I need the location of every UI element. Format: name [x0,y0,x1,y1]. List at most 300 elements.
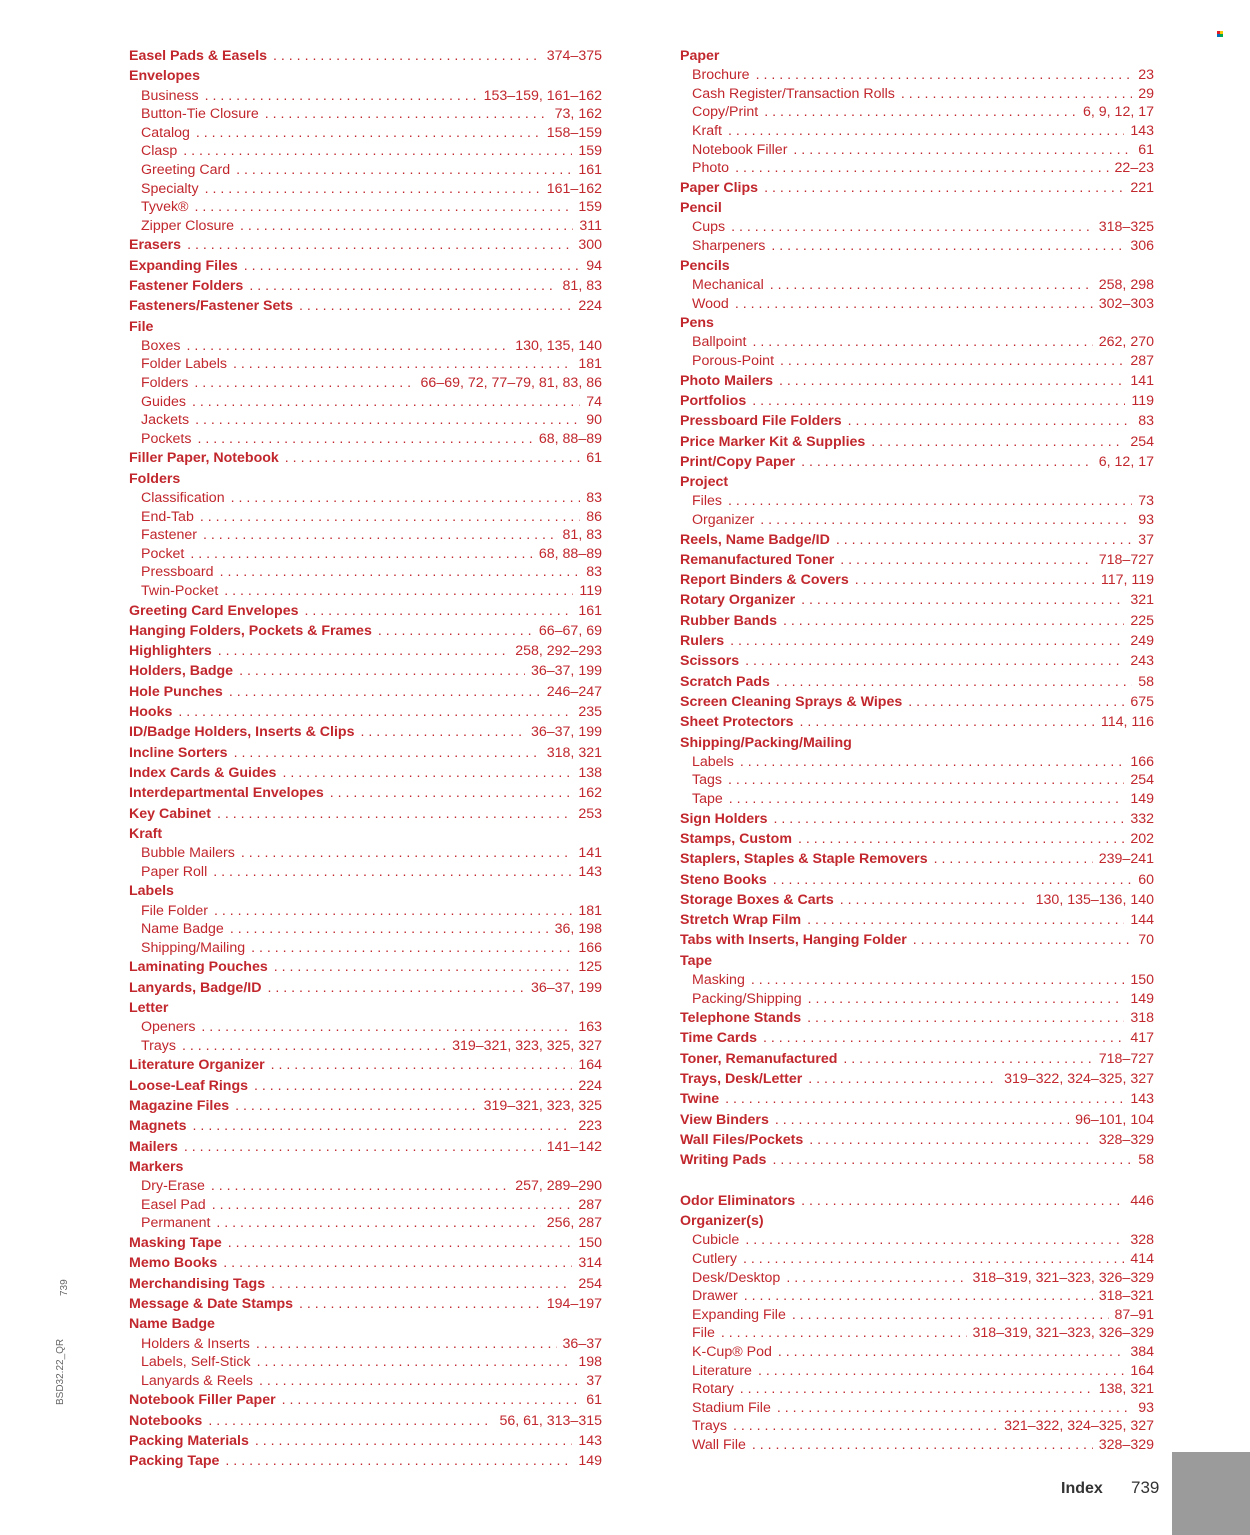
entry-term: Brochure [692,67,750,84]
dot-leader [223,1253,572,1273]
entry-page: 158–159 [546,124,602,141]
index-subentry [680,66,1154,85]
entry-page: 161 [578,161,602,178]
dot-leader [792,1306,1109,1325]
dot-leader [786,1269,966,1288]
entry-page: 144 [1130,912,1154,929]
index-entry [129,1451,602,1471]
entry-page: 262, 270 [1098,334,1154,351]
entry-page: 675 [1130,693,1154,710]
index-subentry [129,844,602,863]
entry-page: 96–101, 104 [1075,1111,1154,1128]
index-entry [129,1253,602,1273]
index-entry [129,763,602,783]
index-subentry [129,337,602,356]
entry-page: 166 [1130,753,1154,770]
dot-leader [203,526,557,545]
entry-term: Openers [141,1019,196,1036]
entry-page: 37 [586,1372,602,1389]
index-subentry [680,237,1154,256]
entry-term: File [692,1325,715,1342]
entry-term: Holders & Inserts [141,1335,250,1352]
entry-term: Storage Boxes & Carts [680,891,834,908]
entry-term: Cubicle [692,1232,740,1249]
dot-leader [752,391,1125,411]
index-subentry [680,1399,1154,1418]
index-subentry [129,142,602,161]
entry-page: 164 [578,1057,602,1074]
entry-term: Magnets [129,1118,187,1135]
index-column-left [129,46,602,1471]
entry-term: Notebook Filler [692,141,788,158]
index-entry [129,804,602,824]
entry-term: Cups [692,219,726,236]
entry-term: Masking Tape [129,1235,222,1252]
index-entry [680,1028,1154,1048]
entry-page: 221 [1130,179,1154,196]
index-subentry [129,582,602,601]
entry-term: Cutlery [692,1251,737,1268]
dot-leader [733,1417,998,1436]
entry-term: Permanent [141,1215,211,1232]
index-subentry [680,753,1154,772]
dot-leader [254,1076,572,1096]
dot-leader [178,702,572,722]
entry-term: Interdepartmental Envelopes [129,785,324,802]
dot-leader [808,1069,998,1089]
dot-leader [205,180,541,199]
dot-leader [783,611,1124,631]
index-subentry [680,492,1154,511]
index-subentry [129,411,602,430]
entry-term: Organizer [692,511,755,528]
dot-leader [299,1294,541,1314]
entry-term: Stadium File [692,1399,771,1416]
index-subentry [129,105,602,124]
index-subentry [129,393,602,412]
dot-leader [187,235,572,255]
entry-term: Markers [129,1158,184,1175]
entry-page: 159 [578,143,602,160]
entry-page: 254 [578,1275,602,1292]
entry-term: Button-Tie Closure [141,106,259,123]
index-entry [129,824,602,844]
entry-page: 66–69, 72, 77–79, 81, 83, 86 [420,375,602,392]
index-subentry [129,1372,602,1391]
index-subentry [680,295,1154,314]
index-entry [680,432,1154,452]
dot-leader [776,672,1132,692]
entry-page: 318–321 [1098,1288,1154,1305]
entry-term: Trays [692,1418,727,1435]
dot-leader [901,85,1132,104]
index-subentry [680,1306,1154,1325]
dot-leader [274,957,573,977]
entry-term: End-Tab [141,508,194,525]
entry-page: 414 [1130,1251,1154,1268]
entry-page: 318–319, 321–323, 326–329 [972,1269,1154,1286]
entry-term: Steno Books [680,871,767,888]
entry-term: Sheet Protectors [680,714,794,731]
index-subentry [680,141,1154,160]
entry-term: Folders [141,375,189,392]
index-subentry [680,511,1154,530]
dot-leader [195,411,580,430]
entry-term: Jackets [141,412,190,429]
entry-term: Labels [692,753,734,770]
entry-term: Mailers [129,1138,178,1155]
index-subentry [129,1037,602,1056]
index-entry [129,235,602,255]
entry-term: Shipping/Packing/Mailing [680,734,852,751]
index-subentry [129,198,602,217]
dot-leader [205,87,478,106]
entry-page: 306 [1130,238,1154,255]
index-entry [680,391,1154,411]
dot-leader [228,1233,573,1253]
entry-page: 319–321, 323, 325, 327 [452,1037,602,1054]
entry-page: 318–325 [1098,219,1154,236]
footer-section-label: Index [1061,1480,1103,1497]
dot-leader [251,939,572,958]
index-entry [680,809,1154,829]
entry-term: Copy/Print [692,104,759,121]
dot-leader [728,492,1132,511]
dot-leader [758,1362,1124,1381]
dot-leader [183,142,572,161]
entry-term: Portfolios [680,392,747,409]
entry-page: 114, 116 [1100,714,1154,731]
dot-leader [771,237,1124,256]
entry-term: Wall Files/Pockets [680,1131,804,1148]
entry-term: Classification [141,489,225,506]
entry-page: 198 [578,1354,602,1371]
dot-leader [236,161,572,180]
entry-term: Paper Roll [141,863,208,880]
index-entry [129,702,602,722]
index-entry [680,313,1154,333]
dot-leader [764,178,1124,198]
index-subentry [680,1324,1154,1343]
index-entry [129,1274,602,1294]
entry-page: 150 [1130,972,1154,988]
entry-page: 23 [1138,67,1154,84]
dot-leader [271,1055,573,1075]
index-entry [129,957,602,977]
entry-term: Pockets [141,430,192,447]
entry-page: 117, 119 [1100,572,1154,589]
index-entry [129,1076,602,1096]
index-entry [680,631,1154,651]
dot-leader [285,448,580,468]
entry-page: 384 [1130,1344,1154,1361]
dot-leader [800,712,1095,732]
entry-term: Stamps, Custom [680,830,792,847]
dot-leader [773,870,1133,890]
entry-term: Print/Copy Paper [680,453,796,470]
index-entry [129,881,602,901]
index-subentry [129,161,602,180]
entry-term: Kraft [129,825,163,842]
index-subentry [680,1436,1154,1455]
entry-term: Pencil [680,200,722,217]
entry-page: 93 [1138,1399,1154,1416]
index-subentry [680,85,1154,104]
entry-term: Lanyards, Badge/ID [129,979,262,996]
index-subentry [129,180,602,199]
entry-term: Notebooks [129,1412,203,1429]
entry-term: Name Badge [129,1316,215,1333]
entry-page: 256, 287 [546,1215,602,1232]
entry-term: Tabs with Inserts, Hanging Folder [680,932,907,949]
dot-leader [780,352,1124,371]
entry-term: Telephone Stands [680,1010,802,1027]
entry-page: 164 [1130,1362,1154,1379]
entry-page: 83 [1138,413,1154,430]
entry-term: Twin-Pocket [141,582,219,599]
entry-page: 161–162 [546,180,602,197]
index-entry [129,1116,602,1136]
dot-leader [908,692,1124,712]
entry-term: Rubber Bands [680,612,777,629]
index-entry [680,530,1154,550]
index-entry [129,722,602,742]
dot-leader [282,763,572,783]
entry-term: Staplers, Staples & Staple Removers [680,851,928,868]
entry-term: Porous-Point [692,353,775,370]
entry-term: File [129,318,154,335]
dot-leader [745,651,1124,671]
dot-leader [200,508,580,527]
entry-term: Wood [692,295,729,312]
entry-page: 258, 298 [1098,276,1154,293]
index-entry [129,1411,602,1431]
entry-page: 74 [586,393,602,410]
entry-term: Trays, Desk/Letter [680,1071,803,1088]
dot-leader [234,743,541,763]
index-subentry [680,1250,1154,1269]
entry-term: Report Binders & Covers [680,572,849,589]
dot-leader [871,432,1124,452]
entry-page: 374–375 [546,48,602,64]
dot-leader [195,198,573,217]
entry-term: Folders [129,470,181,487]
entry-term: Hanging Folders, Pockets & Frames [129,622,372,639]
dot-leader [801,452,1093,472]
entry-term: Business [141,87,199,104]
entry-term: Bubble Mailers [141,845,235,862]
index-entry [680,371,1154,391]
dot-leader [330,783,573,803]
index-subentry [680,333,1154,352]
dot-leader [779,371,1124,391]
index-subentry [680,1343,1154,1362]
entry-term: Masking [692,972,745,988]
entry-term: Scissors [680,653,740,670]
entry-term: Paper [680,48,720,64]
index-subentry [129,863,602,882]
dot-leader [808,990,1125,1009]
entry-term: Letter [129,999,169,1016]
dot-leader [840,550,1093,570]
entry-page: 321–322, 324–325, 327 [1004,1418,1154,1435]
index-entry [129,1157,602,1177]
index-entry [680,550,1154,570]
entry-page: 58 [1138,673,1154,690]
dot-leader [196,124,541,143]
entry-page: 318, 321 [546,744,602,761]
entry-term: Filler Paper, Notebook [129,450,279,467]
entry-page: 141 [578,845,602,862]
index-subentry [129,1353,602,1372]
entry-term: Cash Register/Transaction Rolls [692,85,895,102]
entry-term: ID/Badge Holders, Inserts & Clips [129,724,355,741]
index-subentry [680,1417,1154,1436]
entry-page: 36–37, 199 [530,663,602,680]
entry-page: 61 [586,1392,602,1409]
entry-term: Trays [141,1037,176,1054]
dot-leader [255,1431,572,1451]
dot-leader [282,1390,581,1410]
dot-leader [772,1150,1132,1170]
entry-term: Merchandising Tags [129,1275,266,1292]
index-subentry [129,545,602,564]
entry-page: 61 [586,450,602,467]
index-entry [680,452,1154,472]
entry-term: Erasers [129,237,182,254]
entry-page: 149 [578,1453,602,1470]
dot-leader [216,1214,540,1233]
entry-term: Tags [692,772,722,789]
dot-leader [836,530,1132,550]
dot-leader [735,295,1093,314]
index-entry [680,1110,1154,1130]
entry-term: Rotary Organizer [680,592,796,609]
entry-page: 119 [579,582,602,599]
dot-leader [855,570,1095,590]
entry-term: Dry-Erase [141,1178,205,1195]
dot-leader [801,590,1124,610]
entry-page: 22–23 [1114,160,1154,177]
entry-page: 150 [578,1235,602,1252]
entry-page: 81, 83 [562,527,602,544]
index-entry [680,411,1154,431]
dot-leader [752,333,1092,352]
entry-page: 243 [1130,653,1154,670]
entry-page: 417 [1130,1030,1154,1047]
index-subentry [680,990,1154,1009]
dot-leader [378,621,533,641]
index-entry [129,978,602,998]
entry-term: Message & Date Stamps [129,1295,294,1312]
index-entry [680,951,1154,971]
index-entry [680,1191,1154,1211]
entry-term: Writing Pads [680,1152,767,1169]
index-subentry [680,159,1154,178]
dot-leader [218,641,509,661]
entry-term: Labels, Self-Stick [141,1354,251,1371]
index-entry [129,998,602,1018]
entry-page: 239–241 [1098,851,1154,868]
entry-page: 718–727 [1098,1050,1154,1067]
entry-term: Scratch Pads [680,673,770,690]
entry-page: 143 [1130,123,1154,140]
entry-term: Price Marker Kit & Supplies [680,433,866,450]
dot-leader [217,804,572,824]
entry-page: 86 [586,508,602,525]
index-subentry [129,526,602,545]
index-subentry [129,1177,602,1196]
dot-leader [740,1380,1093,1399]
entry-page: 61 [1138,141,1154,158]
dot-leader [190,545,533,564]
entry-page: 224 [578,298,602,315]
entry-term: Packing/Shipping [692,990,802,1007]
index-subentry [129,87,602,106]
page-tab [1172,1452,1250,1535]
dot-leader [807,910,1124,930]
dot-leader [721,1324,967,1343]
entry-term: Highlighters [129,643,212,660]
entry-term: Clasp [141,143,178,160]
entry-page: 166 [578,939,602,956]
entry-term: Labels [129,883,174,900]
entry-page: 68, 88–89 [538,430,602,447]
index-subentry [129,489,602,508]
entry-page: 70 [1138,932,1154,949]
entry-term: Index Cards & Guides [129,764,277,781]
dot-leader [256,1335,557,1354]
entry-page: 328–329 [1098,1436,1154,1453]
entry-page: 56, 61, 313–315 [499,1412,602,1429]
entry-page: 718–727 [1098,551,1154,568]
dot-leader [305,601,573,621]
entry-page: 36, 198 [554,921,602,938]
dot-leader [231,489,581,508]
entry-term: Easel Pad [141,1196,206,1213]
entry-page: 328–329 [1098,1131,1154,1148]
index-entry [129,1390,602,1410]
dot-leader [807,1008,1124,1028]
entry-term: Pressboard [141,564,214,581]
entry-page: 141 [1130,372,1154,389]
dot-leader [194,374,414,393]
index-entry [129,1096,602,1116]
dot-leader [249,276,556,296]
entry-page: 149 [1130,791,1154,808]
dot-leader [208,1411,493,1431]
entry-term: Envelopes [129,68,200,85]
entry-term: Greeting Card [141,161,231,178]
entry-term: Tyvek® [141,199,189,216]
index-entry [129,1431,602,1451]
entry-page: 162 [578,785,602,802]
entry-term: Easel Pads & Easels [129,48,268,64]
index-entry [129,1233,602,1253]
index-subentry [680,276,1154,295]
entry-page: 257, 289–290 [515,1178,602,1195]
dot-leader [267,978,525,998]
entry-page: 81, 83 [562,277,602,294]
index-entry [129,743,602,763]
entry-term: Photo Mailers [680,372,774,389]
index-subentry [680,218,1154,237]
index-subentry [680,971,1154,990]
index-entry [680,1211,1154,1231]
entry-page: 60 [1138,871,1154,888]
footer-page-number: 739 [1131,1478,1160,1497]
entry-term: Guides [141,393,186,410]
